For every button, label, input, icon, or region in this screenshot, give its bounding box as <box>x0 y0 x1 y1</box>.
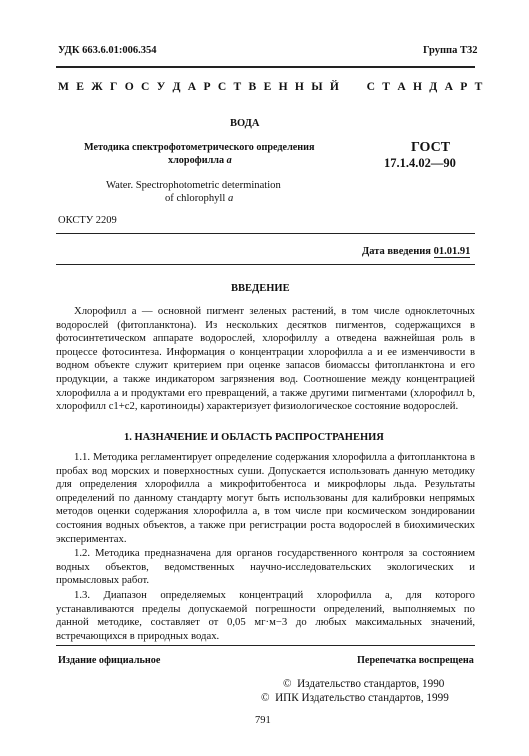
okstu-rule <box>56 233 475 234</box>
title-ru-line2 <box>168 155 232 166</box>
intro-date <box>362 246 470 257</box>
intro-heading: ВВЕДЕНИЕ <box>231 283 290 294</box>
footer-rule <box>56 645 475 646</box>
copyright-1999: © ИПК Издательство стандартов, 1999 <box>261 692 449 704</box>
group-code: Группа Т32 <box>423 45 478 56</box>
top-rule <box>56 66 475 68</box>
title-ru-line2-italic: а <box>226 155 232 166</box>
gost-label: ГОСТ <box>411 140 451 155</box>
intro-date-rule <box>56 264 475 265</box>
intro-date-value: 01.01.91 <box>433 246 471 257</box>
official-edition: Издание официальное <box>58 655 161 666</box>
section1-paragraph-1: 1.1. Методика регламентирует определение содержания хлорофилла а фитопланктона в пробах вод морских и поверхностных суши. Допускается использовать данную методику для определения хлорофилла а микрофитобентоса и микрофлоры льда. Результаты определений по данному стандарту могут быть использованы для калибровки непрямых методов оценки содержания хлорофилла а, в том числе при космическом зондировании состояния водных объектов, а также при регистрации роста водорослей в биохимических экспериментах. <box>56 451 475 545</box>
page-number: 791 <box>255 715 271 726</box>
udk-code: УДК 663.6.01:006.354 <box>58 45 157 56</box>
intro-paragraph: Хлорофилл а — основной пигмент зеленых растений, в том числе одноклеточных водорослей (фитопланктона). Из нескольких десятков пигментов, содержащихся в фотосинтетическом аппарате водорослей, хлорофиллу а отведена важнейшая роль в процессе фотосинтеза. Информация о концентрации хлорофилла а и ее изменчивости в водном объекте служит критерием при оценке запасов биомассы фитопланктона и его продукции, а также индикатором загрязнения вод. Соотношение между концентрацией хлорофилла а и продуктами его превращений, а также другими пигментами (хлорофилл b, хлорофилл c1+c2, каротиноиды) характеризует физиологическое состояние водорослей. <box>56 305 475 413</box>
title-en-line2-italic: a <box>227 193 234 204</box>
section1-heading: 1. НАЗНАЧЕНИЕ И ОБЛАСТЬ РАСПРОСТРАНЕНИЯ <box>124 432 384 443</box>
intro-date-label: Дата введения <box>362 246 434 257</box>
title-en-line1: Water. Spectrophotometric determination <box>106 180 281 191</box>
title-ru-line1: Методика спектрофотометрического определения <box>84 142 315 153</box>
title-ru-line2-text: хлорофилла <box>168 155 227 166</box>
title-en-line2-text: of chlorophyll <box>165 193 228 204</box>
okstu-code: ОКСТУ 2209 <box>58 215 117 226</box>
document-topic: ВОДА <box>230 118 260 129</box>
standard-banner: М Е Ж Г О С У Д А Р С Т В Е Н Н Ы Й С Т А Н Д А Р Т <box>58 80 485 93</box>
title-en-line2 <box>165 193 233 204</box>
gost-number: 17.1.4.02—90 <box>384 156 456 170</box>
copyright-1990: © Издательство стандартов, 1990 <box>283 678 445 690</box>
reprint-notice: Перепечатка воспрещена <box>357 655 474 666</box>
section1-paragraph-2: 1.2. Методика предназначена для органов государственного контроля за состоянием водных объектов, ведомственных научно-исследовательских экологических и промысловых работ. <box>56 547 475 587</box>
section1-paragraph-3: 1.3. Диапазон определяемых концентраций хлорофилла а, для которого устанавливаются пределы допускаемой погрешности определений, выполняемых по данной методике, составляет от 0,05 мг·м−3 до любых максимальных значений, встречающихся в природных водах. <box>56 589 475 642</box>
